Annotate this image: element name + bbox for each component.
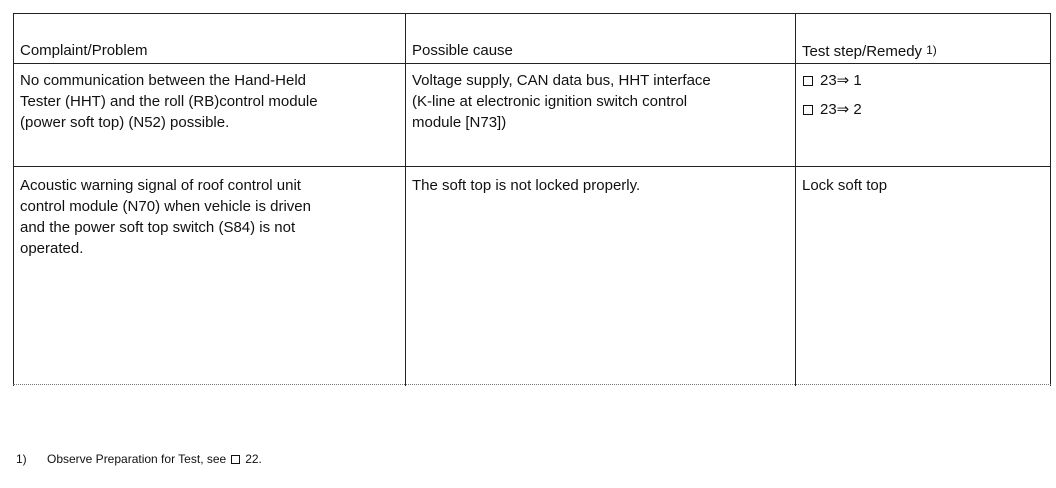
test-step-link[interactable]: [803, 99, 862, 120]
text-line: (K-line at electronic ignition switch control: [412, 93, 688, 110]
header-cause: Possible cause: [412, 42, 513, 59]
text-line: operated.: [20, 240, 84, 257]
header-remedy-label: Test step/Remedy: [802, 43, 923, 60]
page-reference-icon: [231, 455, 240, 464]
text-line: Voltage supply, CAN data bus, HHT interface: [412, 72, 711, 89]
page-reference-icon: [803, 76, 813, 86]
remedy-text: Lock soft top: [802, 177, 888, 194]
footnote-marker: 1): [16, 452, 27, 466]
table-row-1-remedy: [803, 70, 862, 128]
text-line: and the power soft top switch (S84) is not: [20, 219, 296, 236]
header-divider: [13, 63, 1051, 64]
column-divider: [795, 13, 796, 386]
test-step-label: 23⇒ 1: [820, 72, 862, 89]
text-line: (power soft top) (N52) possible.: [20, 114, 230, 131]
header-complaint: Complaint/Problem: [20, 42, 148, 59]
text-line: No communication between the Hand-Held: [20, 72, 306, 89]
page-reference-icon: [803, 105, 813, 115]
column-divider: [405, 13, 406, 386]
text-line: module [N73]): [412, 114, 507, 131]
test-step-label: 23⇒ 2: [820, 101, 862, 118]
text-line: Acoustic warning signal of roof control unit: [20, 177, 301, 194]
row-divider: [13, 166, 1051, 167]
table-row-1-complaint: [20, 70, 318, 133]
footnote-reference: 1): [926, 43, 937, 57]
header-remedy: [802, 40, 937, 62]
table-row-2-cause: [412, 175, 640, 196]
table-row-2-complaint: [20, 175, 311, 259]
text-line: control module (N70) when vehicle is driven: [20, 198, 311, 215]
table-bottom-edge: [13, 384, 1051, 385]
table-row-2-remedy: [802, 175, 887, 196]
table-row-1-cause: [412, 70, 711, 133]
footnote-page-ref[interactable]: 22.: [245, 452, 262, 466]
test-step-link[interactable]: [803, 70, 862, 91]
footnote-text: Observe Preparation for Test, see: [47, 452, 227, 466]
text-line: The soft top is not locked properly.: [412, 177, 641, 194]
text-line: Tester (HHT) and the roll (RB)control module: [20, 93, 318, 110]
footnote: [47, 452, 262, 466]
